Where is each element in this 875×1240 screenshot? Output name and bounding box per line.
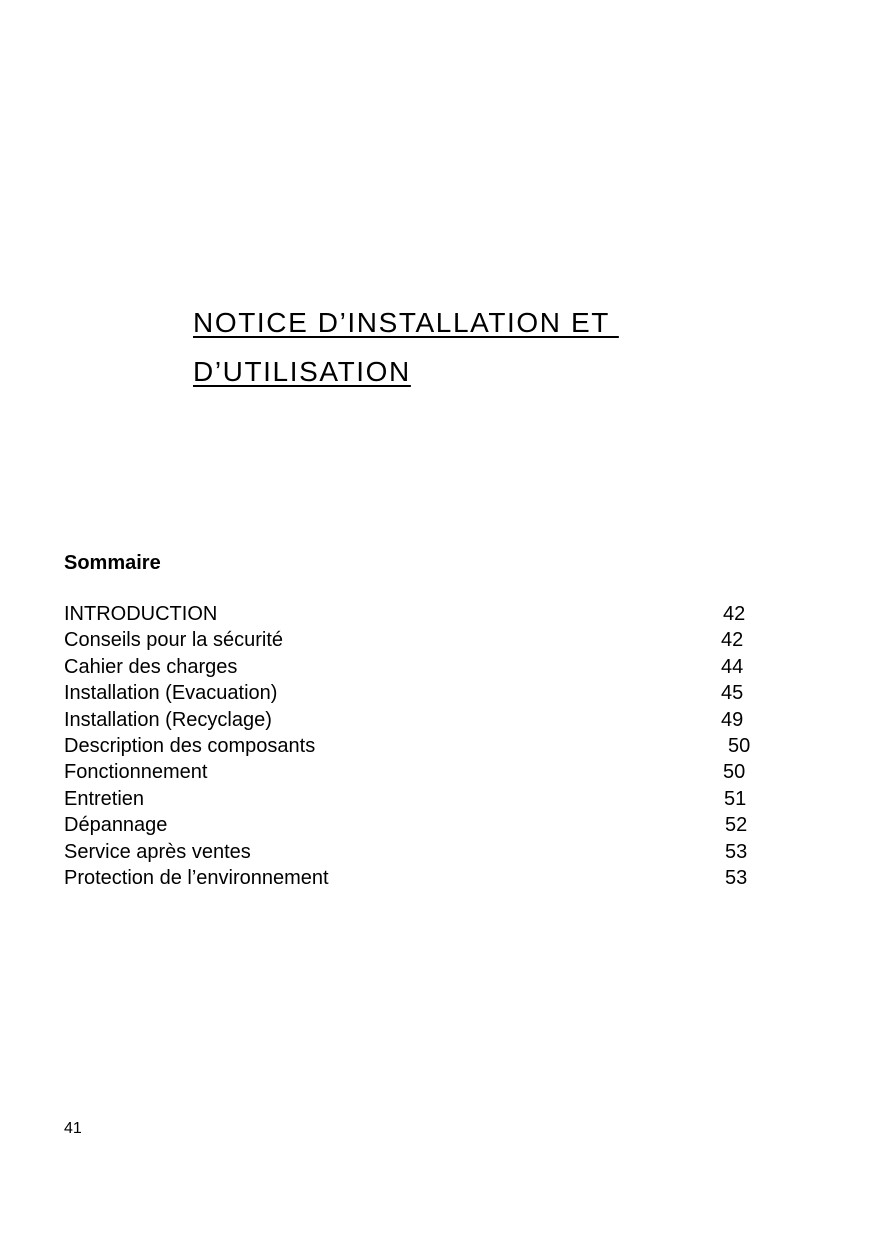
toc-entry-page: 45 — [721, 682, 744, 705]
toc-entry-page: 50 — [728, 734, 751, 757]
toc-entry-label: Installation (Recyclage) — [64, 708, 272, 731]
toc-entry-label: Description des composants — [64, 734, 316, 757]
toc-entry-label: INTRODUCTION — [64, 603, 218, 625]
toc-entry-fonctionnement — [64, 759, 764, 785]
summary-heading: Sommaire — [64, 552, 161, 574]
toc-entry-conseils-securite — [64, 627, 764, 653]
toc-entry-page: 51 — [724, 787, 747, 810]
toc-entry-installation-evacuation — [64, 680, 764, 706]
toc-entry-page: 44 — [721, 655, 744, 678]
toc-entry-label: Fonctionnement — [64, 761, 208, 784]
toc-entry-label: Dépannage — [64, 814, 168, 837]
toc-entry-page: 53 — [725, 840, 748, 863]
toc-entry-protection-environnement — [64, 865, 764, 891]
toc-entry-label: Installation (Evacuation) — [64, 682, 278, 705]
document-title-line-1: NOTICE D’INSTALLATION ET — [193, 307, 619, 338]
toc-entry-label: Cahier des charges — [64, 655, 238, 678]
toc-entry-page: 50 — [723, 761, 746, 784]
toc-entry-page: 42 — [721, 629, 744, 652]
toc-entry-label: Service après ventes — [64, 840, 251, 863]
toc-entry-description-composants — [64, 733, 764, 759]
toc-entry-depannage — [64, 812, 764, 838]
toc-entry-label: Conseils pour la sécurité — [64, 629, 283, 652]
toc-entry-page: 49 — [721, 708, 744, 731]
toc-entry-label: Entretien — [64, 787, 145, 810]
toc-entry-label: Protection de l’environnement — [64, 866, 329, 889]
toc-entry-page: 42 — [723, 603, 746, 625]
table-of-contents — [64, 601, 764, 891]
page-number: 41 — [64, 1120, 82, 1137]
toc-entry-service-apres-ventes — [64, 839, 764, 865]
toc-entry-introduction — [64, 601, 764, 627]
toc-entry-entretien — [64, 786, 764, 812]
document-title-line-2: D’UTILISATION — [193, 356, 411, 387]
toc-entry-page: 52 — [725, 814, 748, 837]
toc-entry-page: 53 — [725, 866, 748, 889]
toc-entry-cahier-charges — [64, 654, 764, 680]
toc-entry-installation-recyclage — [64, 707, 764, 733]
